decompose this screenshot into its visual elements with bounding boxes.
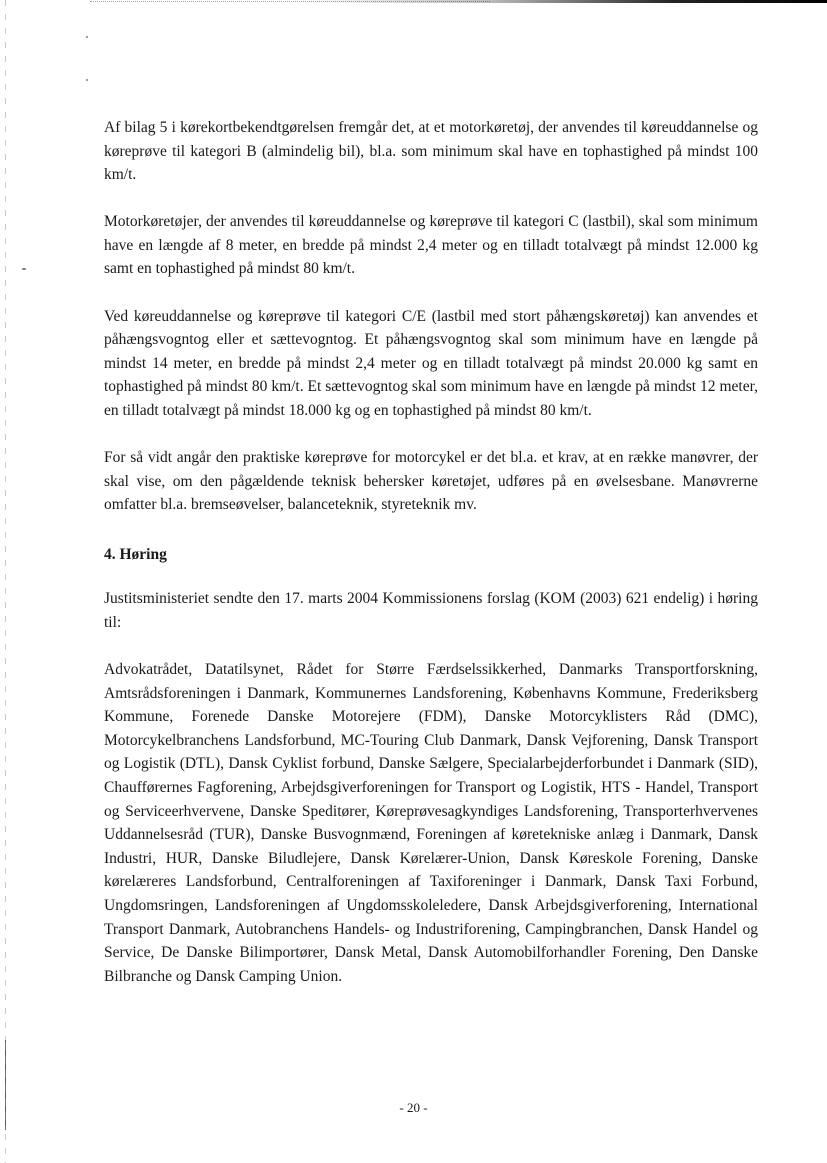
paragraph-kategori-ce: Ved køreuddannelse og køreprøve til kategori C/E (lastbil med stort påhængskøretøj) kan anvendes et påhængsvogntog eller et sættevogntog. Et påhængsvogntog skal som minimum have en længde på mindst 14 meter, en bredde på mindst 2,4 meter og en tilladt totalvægt på mindst 20.000 kg samt en tophastighed på mindst 80 km/t. Et sættevogntog skal som minimum have en længde på mindst 12 meter, en tilladt totalvægt på mindst 18.000 kg og en tophastighed på mindst 80 km/t.: [104, 307, 758, 419]
paragraph-hoering-intro: Justitsministeriet sendte den 17. marts 2004 Kommissionens forslag (KOM (2003) 621 endelig) i høring til:: [104, 590, 758, 631]
scan-left-edge: [5, 0, 6, 1163]
paragraph-hoering-list: Advokatrådet, Datatilsynet, Rådet for Større Færdselssikkerhed, Danmarks Transportforskning, Amtsrådsforeningen i Danmark, Kommunernes Landsforening, Københavns Kommune, Frederiksberg Kommune, Forenede Danske Motorejere (FDM), Danske Motorcyklisters Råd (DMC), Motorcykelbranchens Landsforbund, MC-Touring Club Danmark, Dansk Vejforening, Dansk Transport og Logistik (DTL), Dansk Cyklist forbund, Danske Sælgere, Specialarbejderforbundet i Danmark (SID), Chaufførernes Fagforening, Arbejdsgiverforeningen for Transport og Logistik, HTS - Handel, Transport og Serviceerhvervene, Danske Speditører, Køreprøvesagkyndiges Landsforening, Transporterhvervenes Uddannelsesråd (TUR), Danske Busvognmænd, Foreningen af køretekniske anlæg i Danmark, Dansk Industri, HUR, Danske Biludlejere, Dansk Kørelærer-Union, Dansk Køreskole Forening, Danske kørelæreres Landsforbund, Centralforeningen af Taxiforeninger i Danmark, Dansk Taxi Forbund, Ungdomsringen, Landsforeningen af Ungdomsskoleledere, Dansk Arbejdsgiverforening, International Transport Danmark, Autobranchens Handels- og Industriforening, Campingbranchen, Dansk Handel og Service, De Danske Bilimportører, Dansk Metal, Dansk Automobilforhandler Forening, Den Danske Bilbranche og Dansk Camping Union.: [104, 661, 758, 985]
paragraph-kategori-c: Motorkøretøjer, der anvendes til køreuddannelse og køreprøve til kategori C (lastbil), skal som minimum have en længde af 8 meter, en bredde på mindst 2,4 meter og en tilladt totalvægt på mindst 12.000 kg samt en tophastighed på mindst 80 km/t.: [104, 213, 758, 278]
document-body: [104, 116, 758, 988]
paragraph-motorcykel: For så vidt angår den praktiske køreprøve for motorcykel er det bl.a. et krav, at en række manøvrer, der skal vise, om den pågældende teknisk behersker køretøjet, udføres på en øvelsesbane. Manøvrerne omfatter bl.a. bremseøvelser, balanceteknik, styreteknik mv.: [104, 449, 758, 514]
scan-speck: [86, 79, 88, 81]
scan-left-edge-mark: [5, 1040, 6, 1130]
paragraph-bilag-5: Af bilag 5 i kørekortbekendtgørelsen fremgår det, at et motorkøretøj, der anvendes til køreuddannelse og køreprøve til kategori B (almindelig bil), bl.a. som minimum skal have en tophastighed på mindst 100 km/t.: [104, 119, 758, 184]
scan-top-dots: [90, 1, 490, 3]
page-number: - 20 -: [399, 1100, 428, 1115]
scan-speck: [86, 36, 88, 38]
scan-speck: [22, 268, 26, 270]
section-heading-hoering: 4. Høring: [104, 545, 167, 563]
